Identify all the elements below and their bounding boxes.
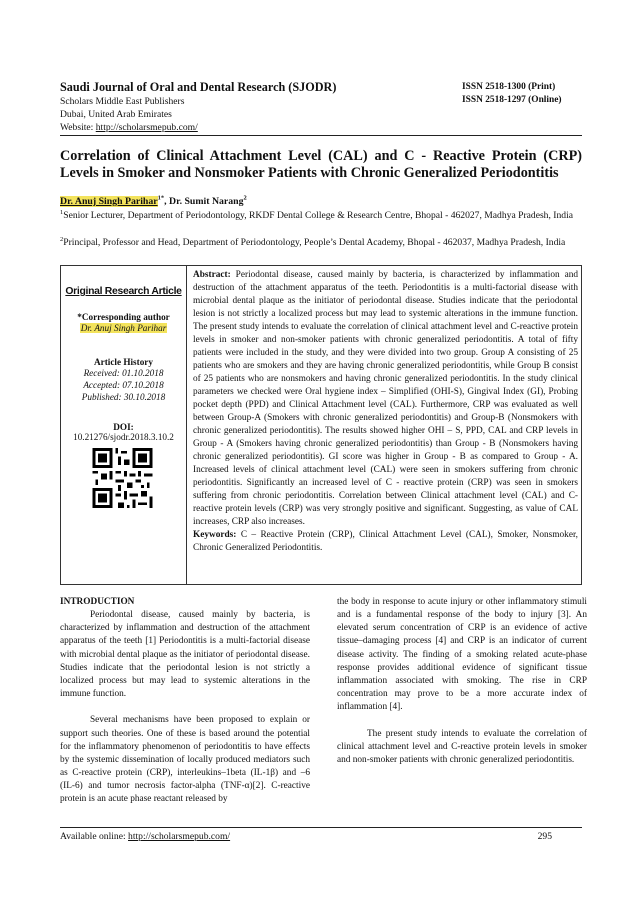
doi-label: DOI: — [113, 422, 134, 432]
intro-paragraph-1: Periodontal disease, caused mainly by bacteria, is characterized by inflammation and destruction of the attachment apparatus of the teeth [1] Periodontitis is a multi-factorial disease with microbial dental plaque as the initiator of periodontal disease. Studies indicate that the periodontal lesion is not strictly a localized process but may lead to systemic alterations in the immune function. — [60, 610, 310, 700]
box-divider — [186, 266, 187, 584]
author-2-marker: 2 — [243, 194, 247, 202]
footer-rule — [60, 827, 582, 828]
author-line — [60, 195, 582, 208]
publisher-location: Dubai, United Arab Emirates — [60, 109, 172, 120]
abstract — [193, 269, 578, 555]
body-column-left — [60, 596, 310, 807]
received-date: Received: 01.10.2018 — [83, 368, 164, 378]
affiliation-1-text: Senior Lecturer, Department of Periodontology, RKDF Dental College & Research Centre, Bhopal - 462027, Madhya Pradesh, India — [63, 210, 573, 221]
article-title: Correlation of Clinical Attachment Level (CAL) and C - Reactive Protein (CRP) Levels in Smoker and Nonsmoker Patients with Chronic Generalized Periodontitis — [60, 148, 582, 181]
corresponding-author-name-text: Dr. Anuj Singh Parihar — [80, 323, 167, 333]
accepted-date: Accepted: 07.10.2018 — [83, 380, 164, 390]
journal-title: Saudi Journal of Oral and Dental Research (SJODR) — [60, 80, 337, 94]
abstract-label: Abstract: — [193, 270, 231, 280]
article-history-label: Article History — [94, 357, 153, 367]
publisher: Scholars Middle East Publishers — [60, 96, 185, 107]
affiliation-2 — [60, 236, 582, 249]
abstract-text: Periodontal disease, caused mainly by bacteria, is characterized by inflammation and destruction of the attachment apparatus of the teeth. Periodontitis is a multi-factorial disease with microbial dental plaque as the initiator of periodontal disease. Studies indicate that the periodontal lesion is not strictly a localized process but may lead to systemic alterations in the immune function. The present study intends to evaluate the correlation of clinical attachment level and C-reactive protein levels in smoker and non-smoker patients with chronic generalized periodontitis. A total of fifty patients were included in the study, and they were divided into two group. Group A consisting of 25 patients who are smokers and they are having chronic generalized periodontitis, while Group B consist of 25 patients who are nonsmokers and having chronic generalized periodontitis. In the study clinical parameters we checked were Oral hygiene index – Simplified (OHI-S), Gingival Index (GI), Probing pocket depth (PPD) and Clinical Attachment level (CAL). Furthermore, CRP was evaluated as well between Group-A (Smokers with chronic generalized periodontitis) and Group-B (Nonsmokers with chronic generalized periodontitis). The results showed higher OHI – S, PPD, CAL and CRP levels in Group - A (Smokers having chronic generalized periodontitis) than Group - B (Nonsmokers having chronic generalized periodontitis). GI score was higher in Group - B as compared to Group - A. Increased levels of clinical attachment level (CAL) were seen in smokers suffering from chronic periodontitis. Significantly an increased level of C - reactive protein (CRP) was seen in smokers suffering from chronic periodontitis. Correlation between Clinical attachment level (CAL) and C-reactive protein levels (CRP) was very strongly positive and significant. Suggesting, as value of CAL increases, CRP also increases. — [193, 270, 578, 528]
website-label: Website: — [60, 122, 96, 133]
intro-paragraph-2: Several mechanisms have been proposed to explain or support such theories. One of these is based around the potential for the inflammatory phenomenon of periodontitis to have effects by the systemic dissemination of locally produced mediators such as C-reactive protein (CRP), interleukins–1beta (IL-1β) and –6 (IL-6) and tumor necrosis factor-alpha (TNF-α)[2]. C-reactive protein is an acute phase reactant released by — [60, 715, 310, 805]
introduction-heading: INTRODUCTION — [60, 597, 135, 607]
keywords-text: C – Reactive Protein (CRP), Clinical Attachment Level (CAL), Smoker, Nonsmoker, Chronic Generalized Periodontitis. — [193, 530, 579, 554]
page-footer — [60, 831, 582, 843]
website-line — [60, 121, 582, 134]
header-rule — [60, 135, 582, 136]
corresponding-author-name — [61, 323, 186, 333]
affiliation-2-text: Principal, Professor and Head, Department of Periodontology, People’s Dental Academy, Bhopal - 462037, Madhya Pradesh, India — [63, 237, 566, 248]
available-online-link[interactable]: http://scholarsmepub.com/ — [128, 831, 231, 842]
journal-header — [60, 79, 582, 134]
corresponding-author-label: *Corresponding author — [77, 312, 170, 322]
author-1-name[interactable]: Dr. Anuj Singh Parihar — [60, 196, 158, 207]
author-2-name: Dr. Sumit Narang — [169, 196, 244, 207]
article-info-box — [60, 265, 582, 585]
qr-code-icon[interactable] — [91, 448, 154, 508]
body-column-right — [337, 596, 587, 767]
author-separator: , — [164, 196, 170, 207]
website-link[interactable]: http://scholarsmepub.com/ — [95, 122, 198, 133]
author-1-marker: 1* — [157, 194, 165, 202]
article-sidebar — [61, 266, 186, 442]
affiliation-2-marker: 2 — [60, 235, 64, 243]
keywords-label: Keywords: — [193, 530, 237, 541]
issn-print: ISSN 2518-1300 (Print) — [462, 82, 556, 92]
issn-online: ISSN 2518-1297 (Online) — [462, 95, 562, 105]
affiliation-1 — [60, 209, 582, 222]
doi-value[interactable]: 10.21276/sjodr.2018.3.10.2 — [73, 432, 174, 442]
affiliation-1-marker: 1 — [60, 208, 64, 216]
published-date: Published: 30.10.2018 — [81, 392, 166, 402]
article-type: Original Research Article — [65, 286, 182, 297]
intro-paragraph-4: The present study intends to evaluate the correlation of clinical attachment level and C-reactive protein levels in smoker and non-smoker patients with chronic generalized periodontitis. — [337, 728, 587, 765]
available-online-label: Available online: — [60, 831, 129, 842]
page-number: 295 — [537, 831, 552, 842]
intro-paragraph-3: the body in response to acute injury or other inflammatory stimuli and is a fundamental response of the body to injury [3]. An elevated serum concentration of CRP is an evidence of active tissue–damaging process [4] and CRP is an indicator of current disease activity. The finding of a smoking related acute-phase response provides additional evidence of significant tissue inflammation associated with smoking. The rise in CRP concentration may prove to be a more accurate index of inflammation [4]. — [337, 597, 587, 713]
